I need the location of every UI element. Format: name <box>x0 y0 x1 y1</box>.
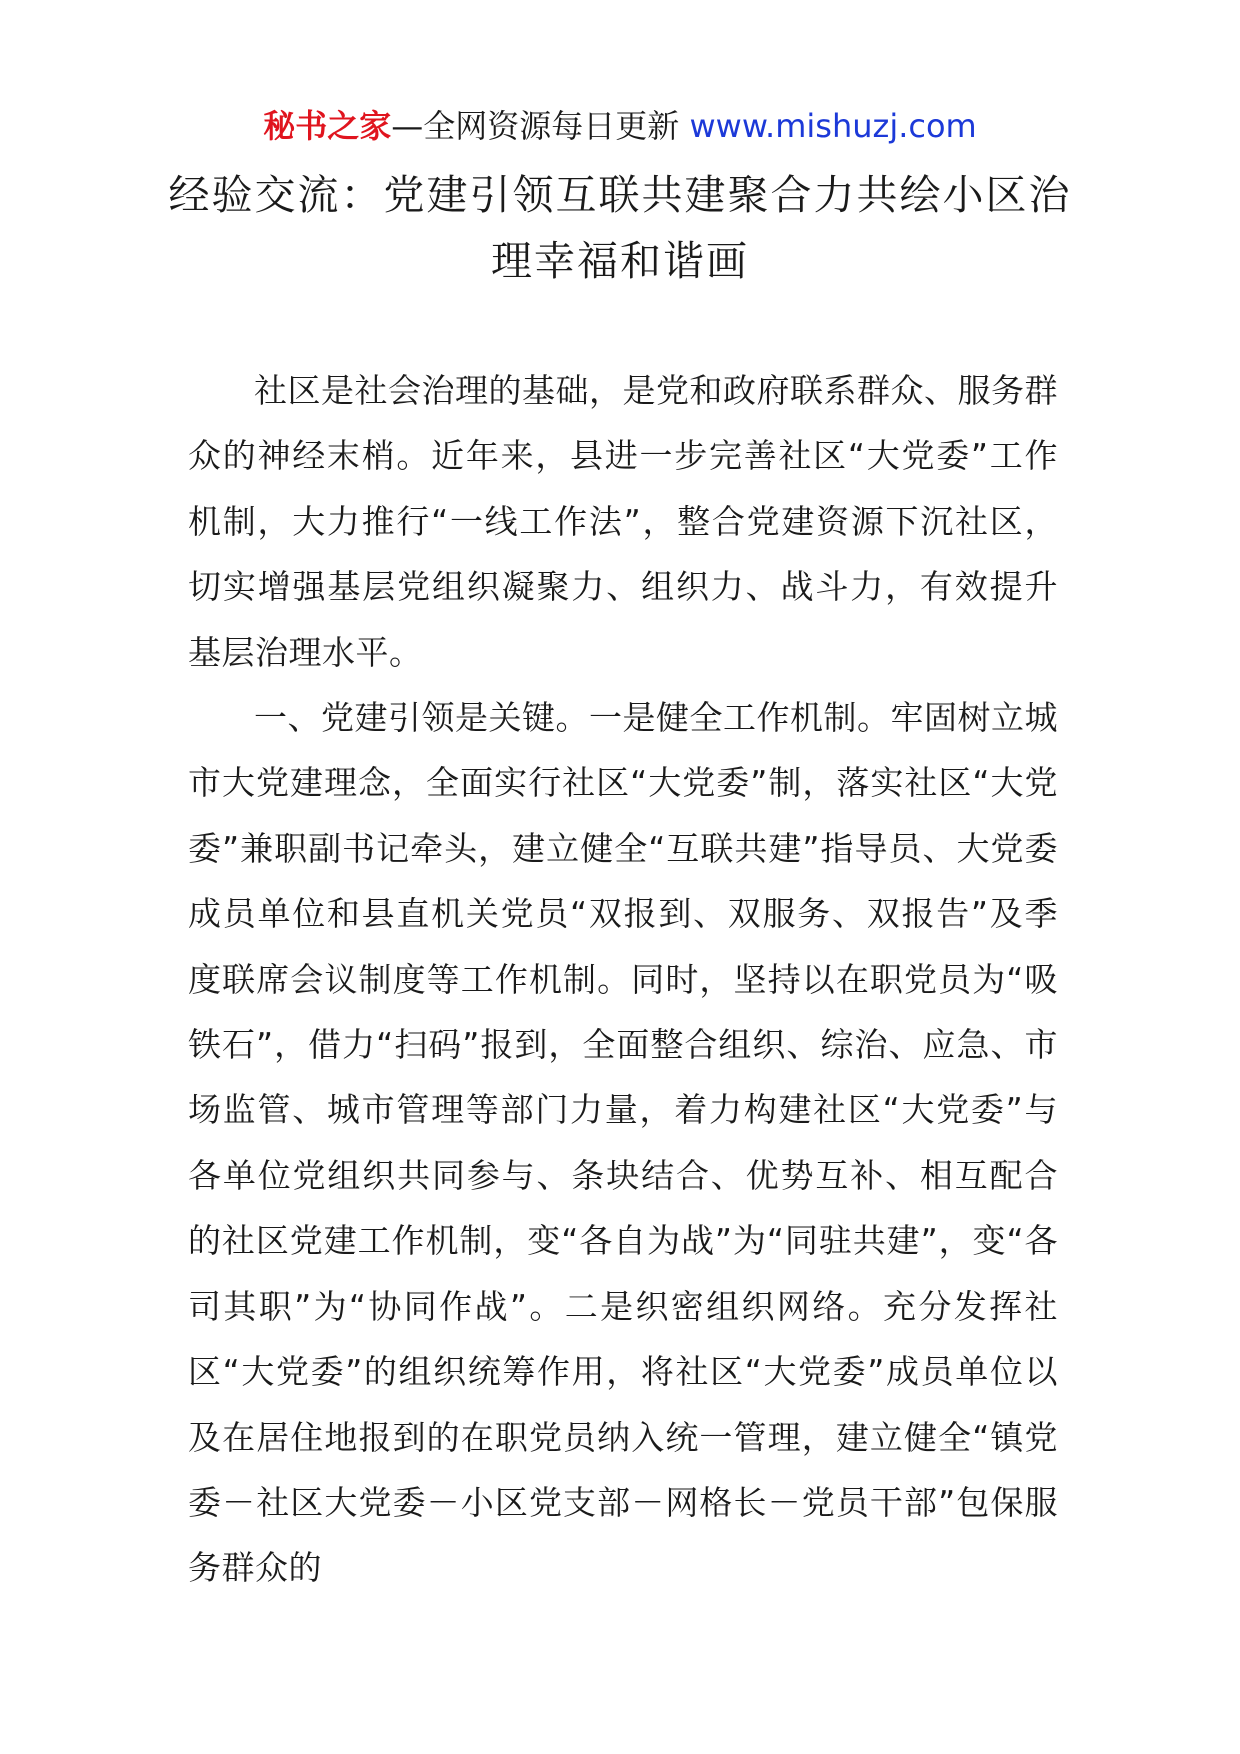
paragraph-section-one: 一、党建引领是关键。一是健全工作机制。牢固树立城市大党建理念，全面实行社区“大党委”制，落实社区“大党委”兼职副书记牵头，建立健全“互联共建”指导员、大党委成员单位和县直机关党员“双报到、双服务、双报告”及季度联席会议制度等工作机制。同时，坚持以在职党员为“吸铁石”，借力“扫码”报到，全面整合组织、综治、应急、市场监管、城市管理等部门力量，着力构建社区“大党委”与各单位党组织共同参与、条块结合、优势互补、相互配合的社区党建工作机制，变“各自为战”为“同驻共建”，变“各司其职”为“协同作战”。二是织密组织网络。充分发挥社区“大党委”的组织统筹作用，将社区“大党委”成员单位以及在居住地报到的在职党员纳入统一管理，建立健全“镇党委－社区大党委－小区党支部－网格长－党员干部”包保服务群众的 <box>188 698 1058 1588</box>
paragraph-intro: 社区是社会治理的基础，是党和政府联系群众、服务群众的神经末梢。近年来，县进一步完善社区“大党委”工作机制，大力推行“一线工作法”，整合党建资源下沉社区，切实增强基层党组织凝聚力、组织力、战斗力，有效提升基层治理水平。 <box>188 371 1058 672</box>
site-tagline: —全网资源每日更新 <box>391 107 690 145</box>
site-header <box>0 104 1240 148</box>
document-title: 经验交流：党建引领互联共建聚合力共绘小区治理幸福和谐画 <box>168 171 1072 285</box>
site-url-link[interactable]: www.mishuzj.com <box>689 107 977 145</box>
site-brand: 秘书之家 <box>263 107 392 145</box>
document-body <box>188 358 1058 1601</box>
